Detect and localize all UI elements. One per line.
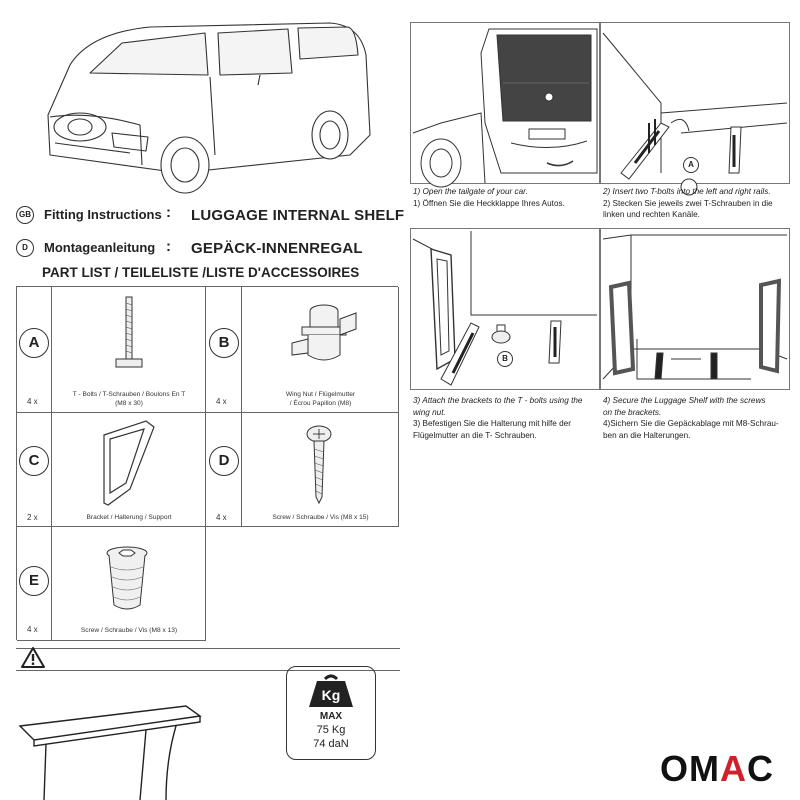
step-3-text-en-1: 3) Attach the brackets to the T - bolts using the [413, 396, 583, 405]
montageanleitung-label: Montageanleitung [44, 240, 156, 255]
step-4-text-en-2: on the brackets. [603, 407, 662, 417]
van-tailgate-illustration [411, 23, 599, 183]
part-image-cell-a [52, 287, 206, 413]
part-letter-d: D [209, 446, 239, 476]
part-letter-c: C [19, 446, 49, 476]
part-image-cell-c [52, 413, 206, 527]
part-desc-a-line2: (M8 x 30) [115, 399, 143, 407]
logo-om: OM [660, 748, 720, 789]
part-list-title: PART LIST / TEILELISTE /LISTE D'ACCESSOIRES [42, 265, 360, 280]
step-4-illustration [600, 228, 790, 390]
part-cell-b [206, 287, 242, 413]
insert-screw-icon [102, 545, 152, 615]
step-3-text-de-1: 3) Befestigen Sie die Halterung mit hilfe der [413, 419, 571, 428]
colon: : [166, 238, 171, 255]
step-1-text-de: 1) Öffnen Sie die Heckklappe Ihres Autos. [413, 198, 565, 208]
step-4-caption [603, 395, 793, 441]
step-4-text-de-1: 4)Sichern Sie die Gepäckablage mit M8-Schrau- [603, 419, 779, 428]
screw-icon [304, 425, 334, 505]
max-weight-dan: 74 daN [313, 738, 349, 750]
part-cell-d [206, 413, 242, 527]
colon: : [166, 204, 171, 221]
part-letter-e: E [19, 566, 49, 596]
omac-logo [660, 748, 774, 790]
callout-a: A [683, 157, 699, 173]
step-1-text-en: 1) Open the tailgate of your car. [413, 187, 528, 196]
max-weight-kg: 75 Kg [316, 724, 346, 736]
step-3-illustration [410, 228, 600, 390]
language-badge-d: D [16, 239, 34, 257]
callout-b: B [497, 351, 513, 367]
step-3-text-en-2: wing nut. [413, 407, 446, 417]
shelf-secure-illustration [601, 229, 789, 389]
part-desc-c: Bracket / Halterung / Support [86, 514, 172, 521]
weight-icon-label: Kg [321, 687, 341, 703]
step-1-illustration [410, 22, 600, 184]
part-image-cell-b [242, 287, 399, 413]
part-desc-a-line1: T - Bolts / T-Schrauben / Boulons En T [72, 391, 186, 398]
step-2-text-en: 2) Insert two T-bolts into the left and right rails. [603, 187, 771, 196]
weight-limit-box [286, 666, 376, 760]
t-bolt-icon [114, 295, 144, 385]
part-qty-e: 4 x [27, 625, 38, 634]
bracket-icon [100, 419, 160, 507]
part-desc-d: Screw / Schraube / Vis (M8 x 15) [272, 514, 369, 521]
shelf-table-illustration [16, 700, 206, 800]
part-qty-b: 4 x [216, 397, 227, 406]
part-qty-c: 2 x [27, 513, 38, 522]
language-badge-gb: GB [16, 206, 34, 224]
logo-c: C [747, 748, 774, 789]
product-title-en: LUGGAGE INTERNAL SHELF [191, 207, 405, 224]
part-image-cell-d [242, 413, 399, 527]
logo-a: A [720, 748, 747, 789]
fitting-instructions-label: Fitting Instructions [44, 207, 162, 222]
warning-divider-top [16, 648, 400, 649]
step-1-caption [413, 186, 598, 209]
part-letter-a: A [19, 328, 49, 358]
part-qty-d: 4 x [216, 513, 227, 522]
step-3-caption [413, 395, 598, 441]
part-desc-b-line1: Wing Nut / Flügelmutter [285, 391, 356, 398]
part-cell-e [17, 527, 52, 641]
step-4-text-de-2: ben an die Halterungen. [603, 430, 691, 440]
step-2-text-de-2: linken und rechten Kanäle. [603, 210, 700, 219]
wing-nut-icon [290, 299, 360, 379]
parts-grid [16, 286, 398, 640]
step-2-illustration [600, 22, 790, 184]
part-desc-b-line2: / Écrou Papillon (M8) [289, 399, 352, 407]
max-label: MAX [319, 711, 343, 722]
step-2-text-de-1: 2) Stecken Sie jeweils zwei T-Schrauben in die [603, 198, 773, 208]
part-image-cell-e [52, 527, 206, 641]
part-cell-a [17, 287, 52, 413]
step-4-text-en-1: 4) Secure the Luggage Shelf with the screws [603, 396, 766, 405]
part-cell-c [17, 413, 52, 527]
part-desc-b [244, 391, 397, 408]
van-illustration [30, 15, 390, 195]
step-3-text-de-2: Flügelmutter an die T- Schrauben. [413, 430, 537, 440]
part-desc-e: Screw / Schraube / Vis (M8 x 13) [80, 627, 178, 634]
step-2-caption [603, 186, 793, 221]
part-qty-a: 4 x [27, 397, 38, 406]
part-desc-a [54, 391, 204, 408]
product-title-de: GEPÄCK-INNENREGAL [191, 240, 363, 257]
part-letter-b: B [209, 328, 239, 358]
warning-icon [20, 646, 46, 670]
